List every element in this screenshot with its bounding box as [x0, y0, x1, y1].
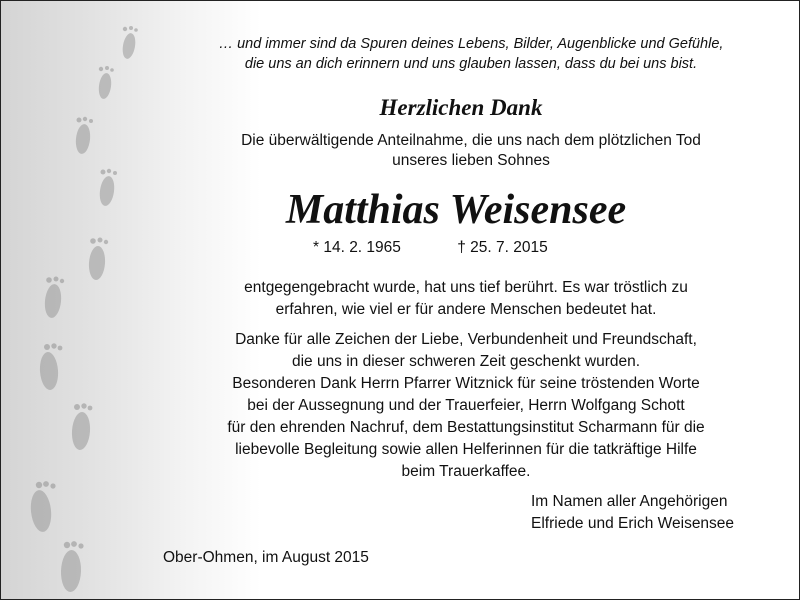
text-content — [1, 1, 800, 600]
body-line: beim Trauerkaffee. — [401, 463, 531, 480]
quote-line: … und immer sind da Spuren deines Lebens, Bilder, Augenblicke und Gefühle, — [218, 36, 724, 52]
life-dates — [313, 238, 548, 258]
signature-line: Im Namen aller Angehörigen — [531, 493, 728, 510]
gratitude-text — [161, 277, 771, 483]
signature-line: Elfriede und Erich Weisensee — [531, 515, 735, 532]
intro-line: unseres lieben Sohnes — [392, 152, 550, 169]
body-line: erfahren, wie viel er für andere Menschen bedeutet hat. — [275, 301, 657, 318]
body-line: entgegengebracht wurde, hat uns tief berührt. Es war tröstlich zu — [244, 279, 688, 296]
body-line: liebevolle Begleitung sowie allen Helferinnen für die tatkräftige Hilfe — [235, 441, 697, 458]
body-line: Besonderen Dank Herrn Pfarrer Witznick für seine tröstenden Worte — [232, 375, 700, 392]
deceased-name: Matthias Weisensee — [285, 187, 627, 233]
quote-line: die uns an dich erinnern und uns glauben lassen, dass du bei uns bist. — [244, 56, 698, 72]
death-date: † 25. 7. 2015 — [457, 239, 548, 256]
paragraph-gap — [161, 321, 771, 329]
birth-date: * 14. 2. 1965 — [313, 239, 401, 256]
thank-you-heading: Herzlichen Dank — [379, 95, 543, 120]
intro-line: Die überwältigende Anteilnahme, die uns nach dem plötzlichen Tod — [241, 132, 701, 149]
body-line: bei der Aussegnung und der Trauerfeier, Herrn Wolfgang Schott — [247, 397, 685, 414]
memorial-quote — [151, 34, 791, 74]
place-and-date: Ober-Ohmen, im August 2015 — [163, 549, 369, 566]
signature-block — [531, 491, 734, 535]
intro-text — [171, 131, 771, 171]
body-line: die uns in dieser schweren Zeit geschenkt wurden. — [291, 353, 641, 370]
body-line: für den ehrenden Nachruf, dem Bestattungsinstitut Scharmann für die — [227, 419, 705, 436]
body-line: Danke für alle Zeichen der Liebe, Verbundenheit und Freundschaft, — [235, 331, 697, 348]
